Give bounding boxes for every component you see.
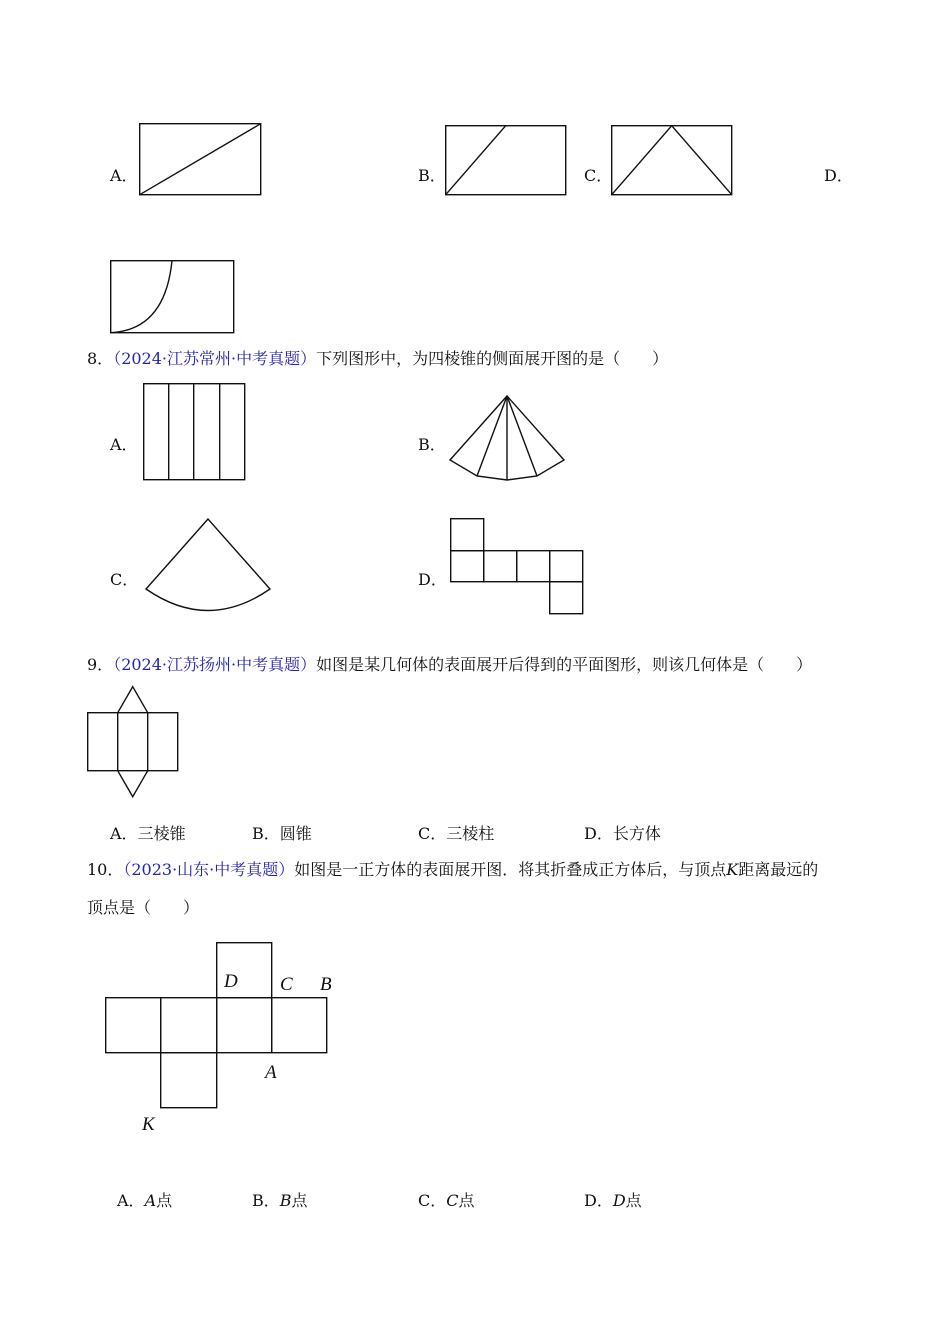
q8-option-b-figure — [449, 395, 565, 482]
q8-option-d-label: D． — [418, 570, 447, 589]
q7-option-c-figure — [611, 125, 733, 197]
q10-option-c-suffix: 点 — [458, 1191, 475, 1210]
q9-option-b-text: 圆锥 — [279, 824, 312, 843]
q10-option-a[interactable] — [117, 1191, 172, 1211]
q10-label-k: K — [142, 1114, 155, 1135]
q9-number: 9． — [87, 655, 114, 674]
q10-option-b[interactable] — [252, 1191, 308, 1211]
q7-option-d-figure — [110, 260, 235, 334]
q7-option-c-label: C． — [584, 166, 613, 185]
q10-option-d-key: D． — [584, 1191, 613, 1210]
q10-label-a: A — [265, 1062, 277, 1083]
q10-option-d-var: D — [612, 1191, 626, 1210]
q8-option-b-label: B． — [418, 435, 446, 454]
q7-option-d-label: D． — [824, 166, 853, 185]
q10-source: （2023·山东·中考真题） — [123, 860, 295, 879]
q10-option-c-key: C． — [418, 1191, 447, 1210]
q10-option-b-key: B． — [252, 1191, 280, 1210]
q10-option-c-var: C — [446, 1191, 459, 1210]
q10-label-b: B — [320, 974, 332, 995]
q9-option-b[interactable] — [252, 824, 312, 844]
q9-option-a-text: 三棱锥 — [137, 824, 186, 843]
q10-label-d: D — [224, 971, 238, 992]
q10-option-b-suffix: 点 — [291, 1191, 308, 1210]
q10-option-a-var: A — [144, 1191, 157, 1210]
q9-option-c-key: C． — [418, 824, 447, 843]
q9-option-d-key: D． — [584, 824, 613, 843]
q10-option-b-var: B — [279, 1191, 292, 1210]
q7-option-b-label: B． — [418, 166, 446, 185]
q7-option-a-label: A． — [110, 166, 138, 185]
q8-stem-line — [87, 349, 668, 369]
q10-cube-net-figure — [105, 942, 329, 1110]
q9-option-a[interactable] — [110, 824, 186, 844]
q7-option-a-figure — [139, 123, 262, 196]
q9-option-c-text: 三棱柱 — [446, 824, 495, 843]
q9-net-figure — [87, 686, 180, 798]
q9-option-c[interactable] — [418, 824, 494, 844]
q8-option-d-figure — [450, 518, 585, 615]
q10-stem-k: K — [726, 860, 739, 879]
q8-source: （2024·江苏常州·中考真题） — [113, 349, 317, 368]
q10-stem-line-1 — [87, 860, 818, 880]
q8-option-c-figure — [145, 518, 271, 614]
q10-label-c: C — [280, 974, 293, 995]
q9-option-d-text: 长方体 — [612, 824, 661, 843]
q9-option-d[interactable] — [584, 824, 661, 844]
q7-option-b-figure — [445, 125, 567, 197]
q10-stem-part1: 如图是一正方体的表面展开图．将其折叠成正方体后，与顶点 — [294, 860, 727, 879]
q8-number: 8． — [87, 349, 114, 368]
q10-option-c[interactable] — [418, 1191, 475, 1211]
q8-option-c-label: C． — [110, 570, 139, 589]
q8-option-a-figure — [143, 383, 246, 481]
q10-option-d-suffix: 点 — [625, 1191, 642, 1210]
q9-stem: 如图是某几何体的表面展开后得到的平面图形，则该几何体是（ ） — [316, 655, 813, 674]
q10-stem-part2: 距离最远的 — [738, 860, 819, 879]
q10-option-a-suffix: 点 — [156, 1191, 173, 1210]
q9-option-b-key: B． — [252, 824, 280, 843]
q10-number: 10． — [87, 860, 124, 879]
q10-option-d[interactable] — [584, 1191, 642, 1211]
q10-option-a-key: A． — [117, 1191, 145, 1210]
q10-stem-line-2: 顶点是（ ） — [87, 898, 200, 917]
q8-option-a-label: A． — [110, 435, 138, 454]
q8-stem: 下列图形中，为四棱锥的侧面展开图的是（ ） — [316, 349, 669, 368]
q9-stem-line — [87, 655, 812, 675]
q9-source: （2024·江苏扬州·中考真题） — [113, 655, 317, 674]
q9-option-a-key: A． — [110, 824, 138, 843]
